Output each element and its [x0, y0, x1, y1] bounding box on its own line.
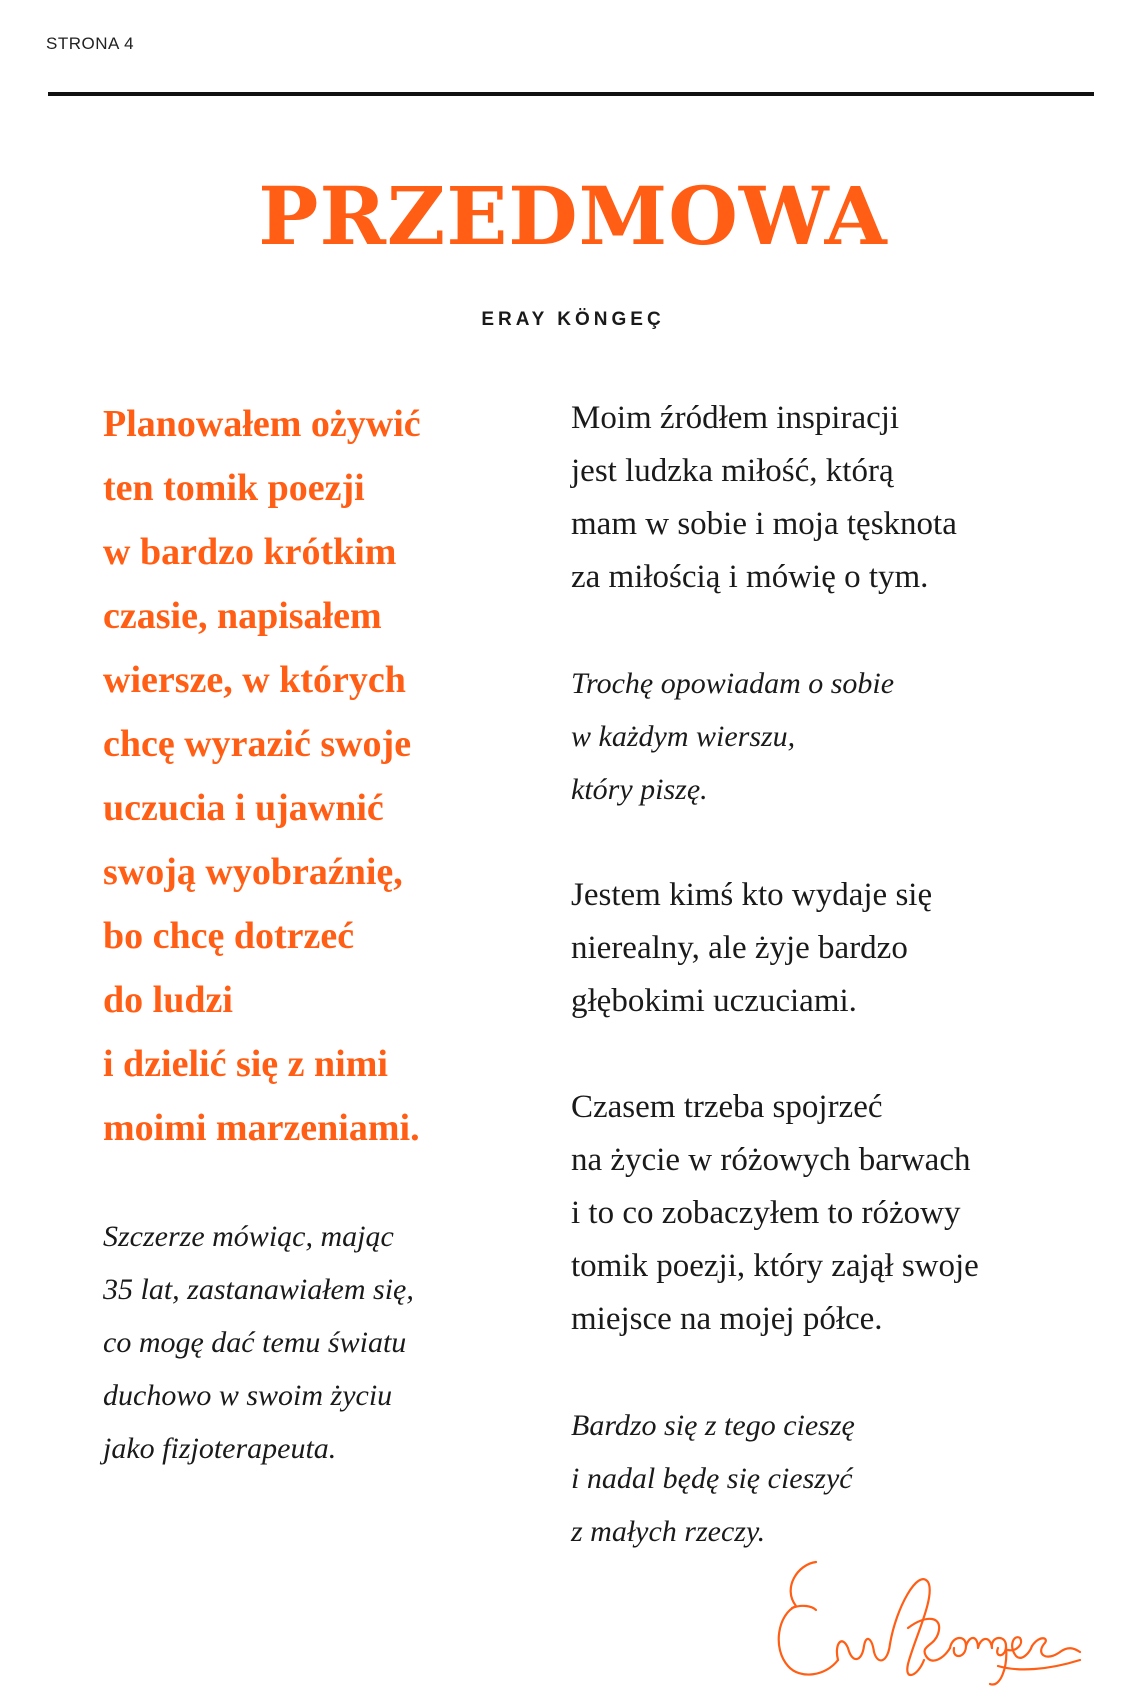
page-title: PRZEDMOWA [258, 169, 888, 263]
text-line: i dzielić się z nimi [103, 1043, 388, 1085]
header-divider [48, 92, 1094, 96]
left-column [103, 392, 543, 1528]
text-line: miejsce na mojej półce. [571, 1301, 883, 1337]
body-paragraph [571, 869, 1091, 1028]
text-line: moimi marzeniami. [103, 1107, 420, 1149]
italic-paragraph [571, 657, 1091, 816]
text-line: bo chcę dotrzeć [103, 915, 355, 957]
text-line: Bardzo się z tego cieszę [571, 1409, 855, 1442]
page-number-label: STRONA 4 [46, 34, 135, 53]
text-line: za miłością i mówię o tym. [571, 559, 929, 595]
text-line: 35 lat, zastanawiałem się, [103, 1273, 414, 1306]
text-line: Trochę opowiadam o sobie [571, 667, 895, 700]
italic-paragraph [103, 1210, 543, 1475]
text-line: co mogę dać temu światu [103, 1326, 407, 1359]
text-line: swoją wyobraźnię, [103, 851, 403, 893]
text-line: uczucia i ujawnić [103, 787, 384, 829]
italic-paragraph [571, 1399, 1091, 1558]
text-line: w każdym wierszu, [571, 720, 796, 753]
text-line: do ludzi [103, 979, 233, 1021]
text-line: chcę wyrazić swoje [103, 723, 412, 765]
text-line: Moim źródłem inspiracji [571, 400, 900, 436]
author-signature [768, 1548, 1088, 1698]
text-line: ten tomik poezji [103, 467, 365, 509]
text-line: wiersze, w których [103, 659, 406, 701]
text-line: czasie, napisałem [103, 595, 382, 637]
text-line: na życie w różowych barwach [571, 1142, 971, 1178]
text-line: duchowo w swoim życiu [103, 1379, 393, 1412]
text-line: jako fizjoterapeuta. [103, 1432, 337, 1465]
text-line: i to co zobaczyłem to różowy [571, 1195, 961, 1231]
text-line: Planowałem ożywić [103, 403, 421, 445]
text-line: Czasem trzeba spojrzeć [571, 1089, 883, 1125]
text-line: nierealny, ale żyje bardzo [571, 930, 908, 966]
right-column [571, 392, 1091, 1611]
lead-paragraph [103, 392, 543, 1160]
text-line: w bardzo krótkim [103, 531, 397, 573]
author-name: ERAY KÖNGEÇ [481, 309, 665, 330]
text-line: tomik poezji, który zajął swoje [571, 1248, 979, 1284]
text-line: mam w sobie i moja tęsknota [571, 506, 957, 542]
text-line: z małych rzeczy. [571, 1515, 766, 1548]
text-line: który piszę. [571, 773, 708, 806]
text-line: jest ludzka miłość, którą [571, 453, 894, 489]
text-line: Szczerze mówiąc, mając [103, 1220, 394, 1253]
body-paragraph [571, 392, 1091, 604]
text-line: Jestem kimś kto wydaje się [571, 877, 933, 913]
text-line: głębokimi uczuciami. [571, 983, 857, 1019]
text-line: i nadal będę się cieszyć [571, 1462, 853, 1495]
body-paragraph [571, 1081, 1091, 1346]
